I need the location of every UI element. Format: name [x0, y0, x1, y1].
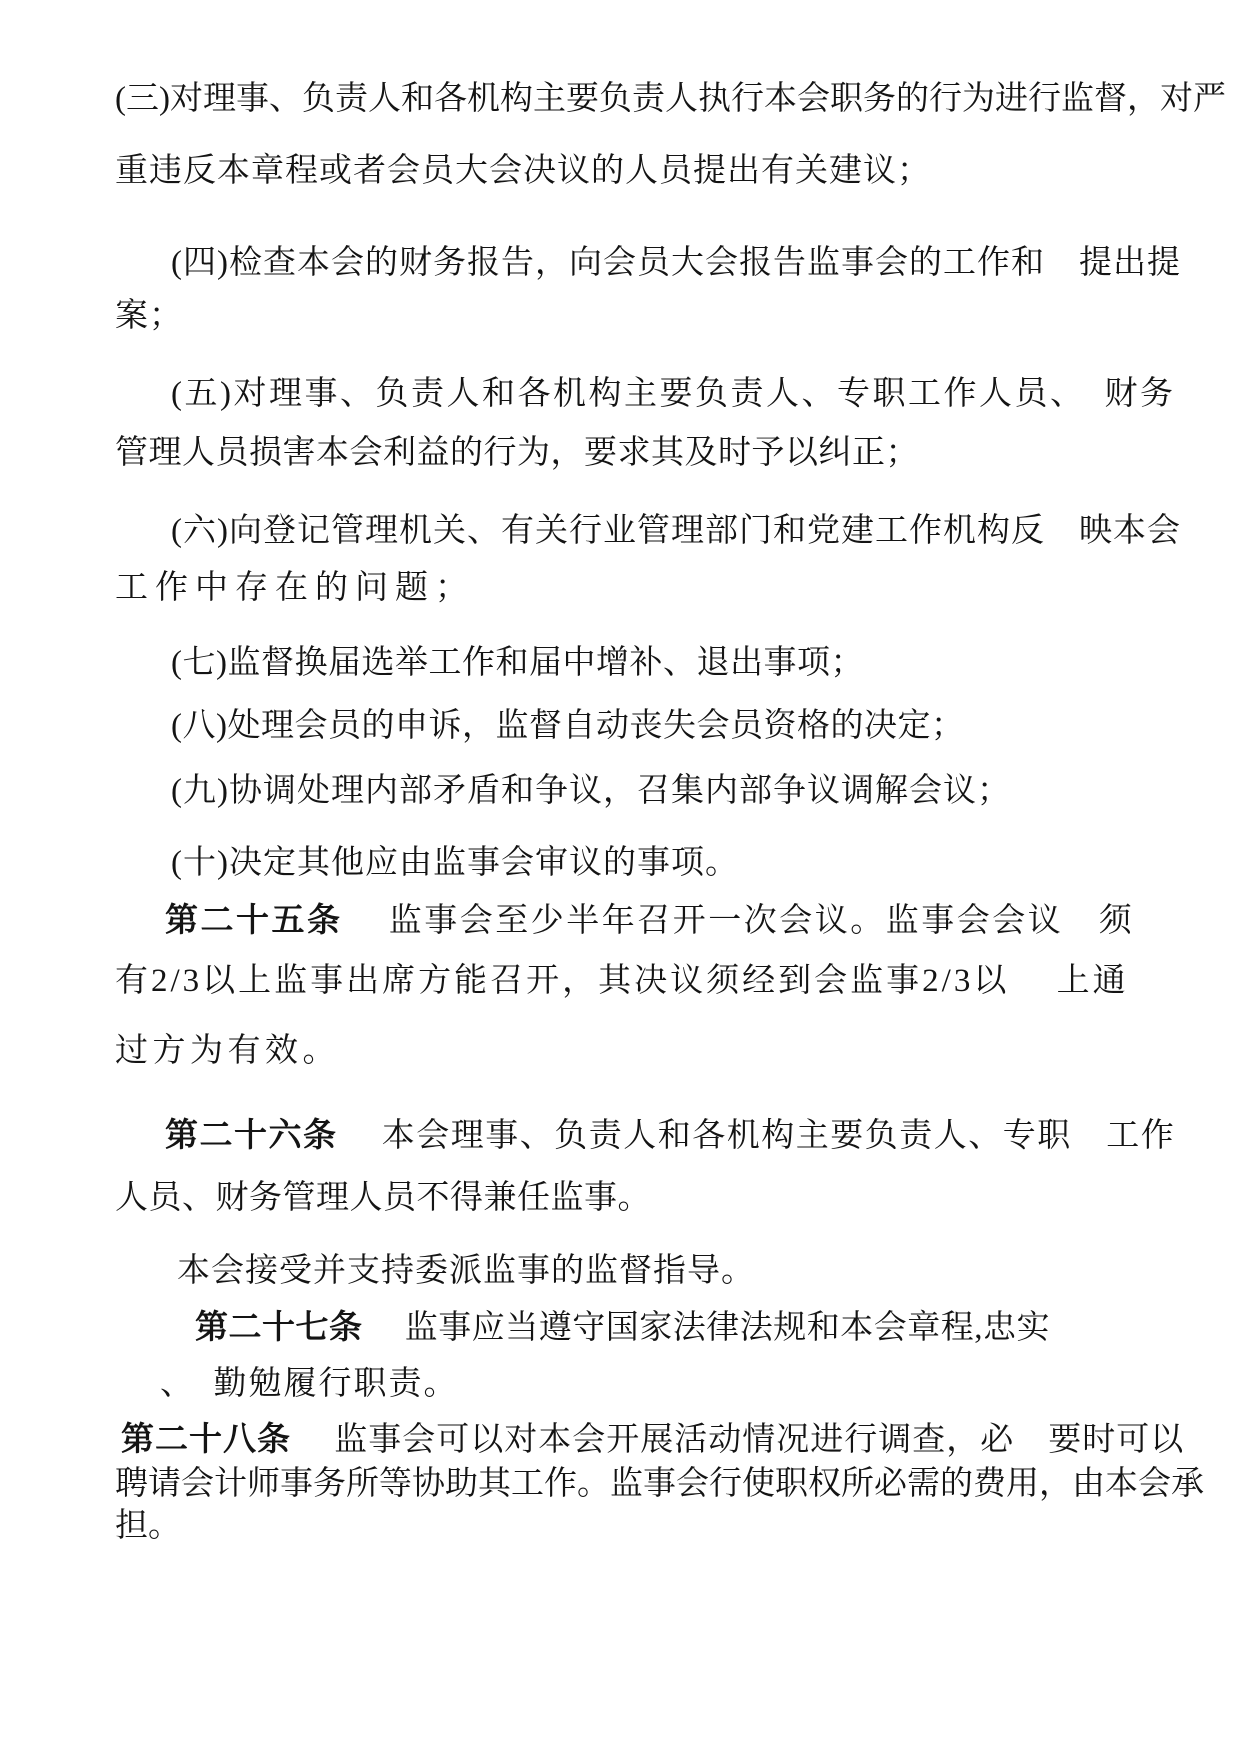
text-line [115, 1368, 1211, 1401]
text-line [115, 1035, 1211, 1068]
text-line [115, 1424, 1211, 1457]
text-run: 重违反本章程或者会员大会决议的人员提出有关建议； [115, 153, 931, 189]
text-line [115, 1182, 1211, 1215]
document-body [115, 0, 1226, 1544]
text-run: 本会理事、负责人和各机构主要负责人、专职 工作 [337, 1118, 1176, 1154]
text-line [115, 1255, 1211, 1288]
text-run: (三)对理事、负责人和各机构主要负责人执行本会职务的行为进行监督，对严 [115, 81, 1226, 117]
text-line [115, 572, 1211, 605]
article-number: 第二十八条 [121, 1422, 291, 1458]
text-line [115, 1510, 1211, 1543]
text-run: 监事会至少半年召开一次会议。监事会会议 须 [342, 903, 1135, 939]
text-run: 过方为有效。 [115, 1033, 340, 1069]
text-run: (四)检查本会的财务报告，向会员大会报告监事会的工作和 提出提 [171, 245, 1181, 281]
article-number: 第二十五条 [165, 903, 343, 939]
text-line [115, 905, 1211, 938]
text-run: 监事会可以对本会开展活动情况进行调查，必 要时可以 [291, 1422, 1185, 1458]
text-line [115, 155, 1211, 188]
text-run: 有2/3以上监事出席方能召开，其决议须经到会监事2/3以 上通 [115, 963, 1129, 999]
text-run: (五)对理事、负责人和各机构主要负责人、专职工作人员、 财务 [171, 376, 1176, 412]
text-run: 人员、财务管理人员不得兼任监事。 [115, 1180, 651, 1216]
article-number: 第二十六条 [165, 1118, 338, 1154]
text-run: 案； [115, 298, 183, 334]
text-run: 担。 [115, 1508, 181, 1544]
text-run: (七)监督换届选举工作和届中增补、退出事项； [171, 645, 864, 681]
text-line [115, 81, 1226, 117]
text-line [115, 847, 1211, 880]
text-line [115, 437, 1211, 470]
text-line [115, 1468, 1211, 1501]
text-run: (十)决定其他应由监事会审议的事项。 [171, 845, 739, 881]
text-run: (六)向登记管理机关、有关行业管理部门和党建工作机构反 映本会 [171, 513, 1181, 549]
text-run: 工作中存在的问题； [115, 570, 475, 606]
text-line [115, 247, 1211, 280]
text-line [115, 1120, 1211, 1153]
text-line [115, 300, 1211, 333]
text-run: 本会接受并支持委派监事的监督指导。 [177, 1253, 755, 1289]
text-line [115, 378, 1211, 411]
text-run: 聘请会计师事务所等协助其工作。监事会行使职权所必需的费用，由本会承 [115, 1466, 1204, 1502]
text-line [115, 647, 1211, 680]
text-run: 管理人员损害本会利益的行为，要求其及时予以纠正； [115, 435, 919, 471]
text-run: (九)协调处理内部矛盾和争议，召集内部争议调解会议； [171, 773, 1011, 809]
text-line [115, 965, 1211, 998]
text-line [115, 1312, 1211, 1345]
text-run: (八)处理会员的申诉，监督自动丧失会员资格的决定； [171, 708, 965, 744]
text-run: 监事应当遵守国家法律法规和本会章程,忠实 [362, 1310, 1050, 1346]
text-line [115, 710, 1211, 743]
article-number: 第二十七条 [195, 1310, 363, 1346]
text-line [115, 775, 1211, 808]
text-run: 、 勤勉履行职责。 [160, 1366, 459, 1402]
text-line [115, 515, 1211, 548]
